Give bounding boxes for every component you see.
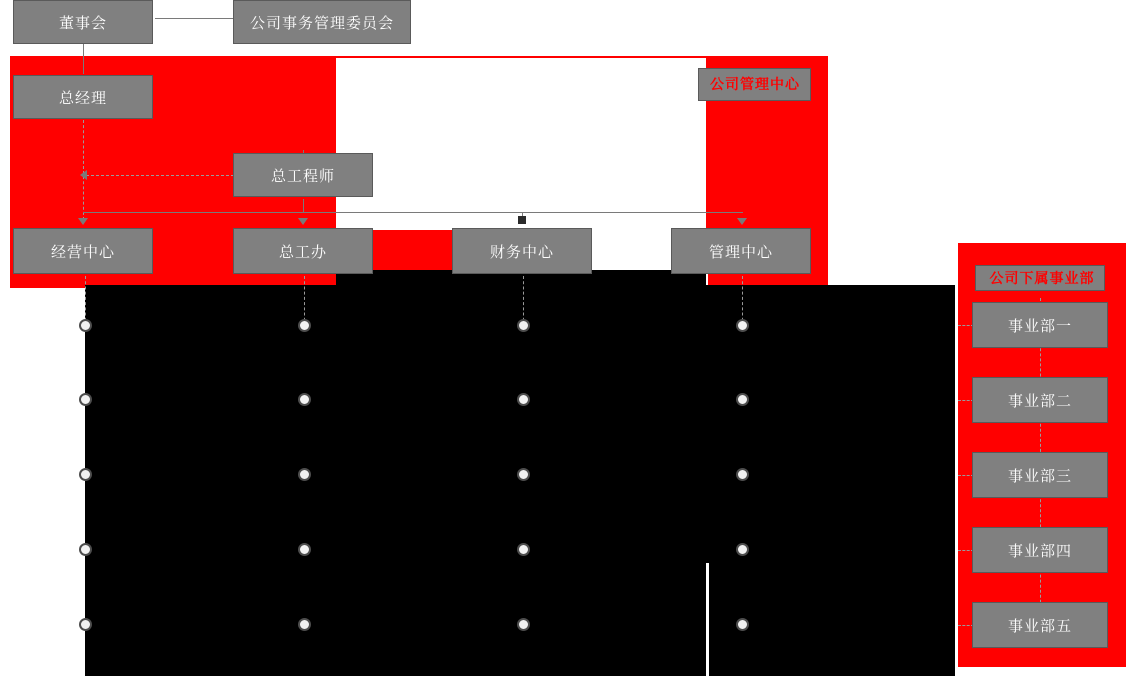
arrow-down-to-business-center [78,218,88,225]
node-label: 管理中心 [708,243,773,261]
node-point [298,618,311,631]
node-point [736,393,749,406]
node-business-center[interactable] [13,228,153,274]
connector-drop-zonggongban [303,199,304,213]
junction-marker-finance [518,216,526,224]
connector-board-down [83,44,84,74]
node-general-manager[interactable] [13,75,153,119]
node-division-2[interactable] [972,377,1108,423]
node-label: 公司事务管理委员会 [249,14,394,32]
node-point [298,468,311,481]
node-chief-engineer[interactable] [233,153,373,197]
group-label-management-center [690,71,820,97]
node-point [736,618,749,631]
group-label-text: 公司下属事业部 [989,270,1095,286]
node-board-of-directors[interactable] [13,0,153,44]
node-point [298,543,311,556]
connector-board-to-committee [155,18,235,19]
node-point [517,319,530,332]
node-point [79,393,92,406]
arrow-left-to-gm [80,170,87,180]
node-point [517,468,530,481]
node-point [79,468,92,481]
node-division-5[interactable] [972,602,1108,648]
node-label: 总经理 [58,89,107,107]
node-point [79,543,92,556]
node-point [79,618,92,631]
node-label: 总工办 [278,243,327,261]
white-cutout-center [336,58,706,230]
node-point [517,543,530,556]
white-divider-vertical [706,563,709,676]
connector-bus-bar [83,212,743,213]
node-label: 事业部一 [1007,317,1072,335]
node-point [298,319,311,332]
node-point [517,618,530,631]
group-label-text: 公司管理中心 [710,76,800,92]
arrow-down-to-management-center [737,218,747,225]
arrow-down-to-zonggongban [298,218,308,225]
node-point [298,393,311,406]
node-label: 事业部二 [1007,392,1072,410]
node-label: 事业部四 [1007,542,1072,560]
node-division-4[interactable] [972,527,1108,573]
group-label-divisions [966,264,1118,292]
node-division-3[interactable] [972,452,1108,498]
node-management-center[interactable] [671,228,811,274]
node-point [79,319,92,332]
node-label: 经营中心 [50,243,115,261]
node-label: 财务中心 [489,243,554,261]
node-label: 董事会 [58,14,107,32]
node-point [736,319,749,332]
node-point [736,468,749,481]
node-division-1[interactable] [972,302,1108,348]
connector-chief-engineer-dashed [86,175,234,176]
node-label: 事业部五 [1007,617,1072,635]
node-label: 事业部三 [1007,467,1072,485]
node-chief-engineer-office[interactable] [233,228,373,274]
node-point [736,543,749,556]
node-affairs-committee[interactable] [233,0,411,44]
node-point [517,393,530,406]
node-finance-center[interactable] [452,228,592,274]
node-label: 总工程师 [270,167,335,185]
